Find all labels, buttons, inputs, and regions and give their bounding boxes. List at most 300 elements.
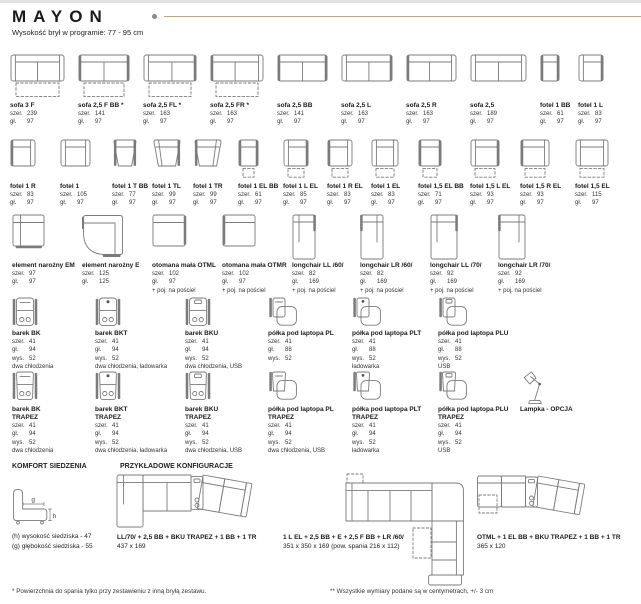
product-name: fotel 1,5 EL [575,183,610,190]
spec-value: 52 [112,355,119,362]
product-item [10,139,56,208]
product-name: otomana mała OTML [152,262,216,269]
spec-value: 105 [77,192,88,198]
product-spec [268,355,348,363]
spec-value: 52 [455,355,462,362]
spec-value: 52 [202,355,209,362]
spec-value: 88 [455,347,462,354]
product-spec [470,199,516,207]
spec-key: szer. [60,192,73,198]
product-spec [143,110,197,118]
product-name: sofa 2,5 FR * [210,102,250,109]
svg-text:h: h [52,513,57,520]
product-spec [292,278,356,286]
accent-line [164,16,641,17]
laptop-shelf-icon [352,371,434,406]
spec-key: szer. [283,192,296,198]
product-item [292,214,356,295]
spec-value: 97 [487,119,494,126]
spec-value: 61 [255,192,262,198]
product-spec [283,191,323,199]
product-spec [95,430,181,438]
product-spec [78,110,130,118]
sofa-top-view-icon [143,54,197,102]
config-label: OTML + 1 EL BB + BKU TRAPEZ + 1 BB + 1 TR [477,534,621,541]
product-spec [406,110,457,118]
product-item [341,54,393,127]
comfort-line-h: (h) wysokość siedziska - 47 [12,533,92,540]
spec-value: 169 [515,279,526,286]
spec-key: gł. [578,119,585,126]
top-bar [0,0,641,3]
sofa-top-view-icon [238,139,279,183]
spec-value: 169 [309,279,320,286]
spec-key: szer. [95,339,108,345]
product-name: fotel 1 L [578,102,603,109]
spec-value: 52 [202,439,209,446]
product-name: półka pod laptopa PL [268,330,334,337]
spec-key: wys. [12,355,24,362]
spec-value: 88 [285,347,292,354]
product-spec [185,355,264,363]
spec-key: gł. [12,279,19,286]
spec-value: 97 [388,200,395,207]
comfort-values [12,532,93,552]
spec-value: 102 [239,271,250,277]
spec-value: 97 [595,119,602,126]
spec-value: 97 [77,200,84,207]
product-spec [470,191,516,199]
spec-value: 94 [369,431,376,438]
product-spec [470,118,527,126]
product-name: barek BKT [95,330,128,337]
spec-key: wys. [438,439,450,446]
spec-value: 85 [300,192,307,198]
product-spec [438,346,518,354]
spec-value: 83 [27,192,34,198]
sofa-top-view-icon [540,54,565,102]
longchair-icon [292,214,356,262]
spec-key: gł. [10,200,17,207]
product-item [12,214,78,287]
product-name: fotel 1,5 R EL [520,183,562,190]
spec-value: 41 [29,423,36,429]
product-name: półka pod laptopa PLU [438,330,509,337]
product-name: longchair LR /60/ [360,262,413,269]
spec-key: szer. [360,271,373,277]
product-spec [438,355,518,363]
product-item [193,139,234,208]
product-note: dwa chłodzenia, ładowarka [95,364,168,371]
product-variant: TRAPEZ [352,414,378,421]
spec-value: 82 [309,271,316,277]
product-name: sofa 2,5 F BB * [78,102,124,109]
product-name: barek BK [12,330,41,337]
spec-value: 94 [202,431,209,438]
spec-key: gł. [520,200,527,207]
product-item [78,54,130,127]
sofa-top-view-icon [520,139,571,183]
spec-value: 92 [515,271,522,277]
footnote-1: * Powierzchnia do spania tylko przy zestawieniu z inną bryłą zestawu. [12,588,207,595]
product-note: USB [438,448,451,455]
product-item [470,139,516,208]
minibar-icon [185,297,264,330]
product-name: fotel 1,5 L EL [470,183,511,190]
longchair-icon [430,214,494,262]
product-spec [268,338,348,346]
product-spec [152,278,218,286]
spec-value: 41 [455,339,462,345]
spec-value: 41 [202,423,209,429]
spec-key: szer. [10,111,23,117]
spec-key: gł. [470,119,477,126]
spec-key: gł. [82,279,89,286]
spec-key: gł. [341,119,348,126]
spec-value: 125 [99,279,110,286]
product-spec [430,278,494,286]
spec-value: 52 [112,439,119,446]
spec-key: gł. [352,431,359,438]
spec-key: szer. [210,111,223,117]
spec-value: 41 [112,423,119,429]
spec-key: szer. [352,339,365,345]
spec-key: szer. [277,111,290,117]
laptop-shelf-icon [268,297,348,330]
sofa-top-view-icon [78,54,130,102]
spec-value: 115 [592,192,602,198]
spec-key: wys. [95,439,107,446]
product-spec [578,118,608,126]
product-spec [352,338,434,346]
spec-value: 41 [29,339,36,345]
spec-key: gł. [152,200,159,207]
product-spec [268,422,348,430]
product-note: dwa chłodzenia, USB [185,448,243,455]
spec-key: szer. [418,192,431,198]
spec-key: gł. [60,200,67,207]
product-row-trapez [12,371,590,456]
spec-value: 52 [369,355,376,362]
product-spec [95,439,181,447]
product-item [238,139,279,208]
spec-key: wys. [185,439,197,446]
spec-key: gł. [268,347,275,354]
product-item [360,214,426,295]
spec-key: szer. [268,339,281,345]
product-spec [12,439,91,447]
spec-key: gł. [210,119,217,126]
product-item [438,297,518,372]
spec-value: 94 [285,431,292,438]
product-name: fotel 1 EL [371,183,401,190]
product-item [143,54,197,127]
product-item [520,371,590,414]
spec-key: szer. [438,423,451,429]
product-row-corner-longchair [12,214,558,295]
product-row-armchairs [10,139,617,208]
product-name: barek BKU [185,330,219,337]
spec-key: gł. [438,431,445,438]
config-caption-1 [117,533,256,551]
product-spec [222,278,288,286]
product-spec [185,430,264,438]
spec-value: 52 [285,439,292,446]
product-item [406,54,457,127]
product-spec [283,199,323,207]
spec-value: 97 [435,200,442,207]
spec-value: 97 [344,200,351,207]
product-item [185,297,264,372]
spec-value: 163 [160,111,171,117]
product-name: fotel 1 T BB [112,183,149,190]
sofa-top-view-icon [10,139,56,183]
spec-value: 97 [358,119,365,126]
product-name: półka pod laptopa PLT [352,330,422,337]
spec-value: 52 [29,439,36,446]
product-spec [185,346,264,354]
spec-value: 92 [447,271,454,277]
spec-value: 163 [423,111,434,117]
spec-value: 97 [27,200,34,207]
spec-key: gł. [438,347,445,354]
product-spec [185,338,264,346]
spec-key: gł. [470,200,477,207]
product-note: + poj. na pościel [222,287,266,294]
product-spec [95,422,181,430]
product-spec [277,118,328,126]
product-name: półka pod laptopa PLU [438,406,509,413]
spec-value: 61 [557,111,564,117]
product-spec [352,346,434,354]
product-item [95,297,181,372]
product-item [470,54,527,127]
page-subtitle: Wysokość brył w programie: 77 - 95 cm [12,28,144,37]
spec-value: 189 [487,111,498,117]
sofa-top-view-icon [277,54,328,102]
product-spec [498,278,558,286]
spec-value: 94 [202,347,209,354]
product-spec [185,422,264,430]
spec-value: 97 [294,119,301,126]
product-spec [10,191,56,199]
product-spec [60,191,108,199]
spec-key: gł. [152,279,159,286]
footnote-2: ** Wszystkie wymiary podane są w centymetrach, +/- 3 cm [330,588,494,595]
product-item [352,371,434,456]
sofa-top-view-icon [283,139,323,183]
product-name: sofa 2,5 R [406,102,437,109]
spec-key: szer. [352,423,365,429]
spec-key: gł. [78,119,85,126]
product-variant: TRAPEZ [185,414,211,421]
minibar-icon [12,297,91,330]
product-item [10,54,65,127]
spec-value: 97 [29,279,36,286]
sofa-top-view-icon [60,139,108,183]
spec-value: 52 [455,439,462,446]
product-item [418,139,466,208]
spec-key: gł. [12,347,19,354]
product-spec [268,346,348,354]
spec-value: 94 [455,431,462,438]
spec-key: szer. [12,271,25,277]
product-spec [520,191,571,199]
config-dims: 365 x 120 [477,543,506,550]
spec-key: szer. [470,111,483,117]
spec-value: 77 [129,192,136,198]
spec-value: 83 [595,111,602,117]
spec-key: wys. [438,355,450,362]
product-item [371,139,414,208]
spec-value: 97 [29,271,36,277]
spec-value: 239 [27,111,38,117]
sofa-top-view-icon [152,139,189,183]
product-name: sofa 2,5 BB [277,102,313,109]
config-label: 1 L EL + 2,5 BB + E + 2,5 F BB + LR /60/ [283,534,404,541]
spec-key: szer. [498,271,511,277]
spec-key: szer. [406,111,419,117]
spec-key: szer. [268,423,281,429]
product-spec [498,270,558,278]
product-spec [352,355,434,363]
corner-element-icon [12,214,78,262]
product-spec [540,110,565,118]
spec-key: szer. [185,423,198,429]
product-name: Lampka - OPCJA [520,406,573,413]
product-name: sofa 2,5 [470,102,495,109]
minibar-icon [185,371,264,406]
product-name: fotel 1 R EL [327,183,363,190]
product-note: ładowarka [352,448,380,455]
product-name: fotel 1 EL BB [238,183,279,190]
product-spec [341,118,393,126]
spec-key: szer. [152,271,165,277]
spec-value: 97 [239,279,246,286]
config-caption-3 [477,533,621,551]
longchair-icon [498,214,558,262]
product-name: fotel 1 [60,183,80,190]
minibar-icon [12,371,91,406]
product-spec [143,118,197,126]
product-spec [60,199,108,207]
spec-key: szer. [520,192,533,198]
product-spec [575,191,617,199]
spec-key: szer. [578,111,591,117]
spec-value: 163 [227,111,238,117]
spec-key: wys. [352,439,364,446]
product-spec [418,191,466,199]
product-name: półka pod laptopa PL [268,406,334,413]
spec-value: 163 [358,111,369,117]
product-note: ładowarka [352,364,380,371]
laptop-shelf-icon [268,371,348,406]
product-spec [95,355,181,363]
product-name: fotel 1,5 EL BB [418,183,464,190]
product-spec [352,422,434,430]
config-diagram-1 [116,474,268,537]
spec-key: gł. [10,119,17,126]
product-spec [520,199,571,207]
spec-value: 41 [112,339,119,345]
ottoman-icon [222,214,288,262]
product-item [268,297,348,363]
spec-key: gł. [277,119,284,126]
spec-value: 141 [95,111,106,117]
product-item [575,139,617,208]
spec-value: 141 [294,111,305,117]
spec-value: 93 [487,192,494,198]
spec-key: gł. [540,119,547,126]
sofa-top-view-icon [575,139,617,183]
spec-key: szer. [238,192,251,198]
minibar-icon [95,371,181,406]
spec-value: 41 [369,339,376,345]
spec-key: wys. [352,355,364,362]
spec-key: szer. [78,111,91,117]
product-row-minibar-shelf [12,297,518,372]
spec-value: 99 [169,192,176,198]
product-name: fotel 1 R [10,183,36,190]
spec-key: szer. [341,111,354,117]
product-spec [438,430,516,438]
product-spec [292,270,356,278]
product-spec [470,110,527,118]
spec-key: szer. [12,423,25,429]
product-spec [438,338,518,346]
spec-value: 97 [592,200,599,207]
config-label: LL/70/ + 2,5 BB + BKU TRAPEZ + 1 BB + 1 TR [117,534,257,541]
spec-key: gł. [406,119,413,126]
product-spec [152,191,189,199]
product-item [578,54,608,127]
sofa-top-view-icon [341,54,393,102]
product-name: barek BKT [95,406,128,413]
spec-key: szer. [438,339,451,345]
product-spec [152,199,189,207]
configs-heading: PRZYKŁADOWE KONFIGURACJE [120,463,233,470]
sofa-top-view-icon [371,139,414,183]
spec-key: szer. [222,271,235,277]
product-spec [268,430,348,438]
spec-key: szer. [112,192,125,198]
spec-key: szer. [152,192,165,198]
spec-key: gł. [430,279,437,286]
product-spec [82,270,148,278]
product-spec [152,270,218,278]
spec-key: gł. [268,431,275,438]
spec-value: 41 [369,423,376,429]
product-name: longchair LR /70/ [498,262,551,269]
product-name: barek BK [12,406,41,413]
spec-key: gł. [95,431,102,438]
spec-value: 97 [169,200,176,207]
spec-key: wys. [185,355,197,362]
spec-key: gł. [12,431,19,438]
product-name: element narożny E [82,262,140,269]
svg-text:g: g [31,496,36,504]
spec-key: szer. [327,192,340,198]
product-spec [193,191,234,199]
product-note: dwa chłodzenia, USB [268,448,326,455]
product-spec [12,346,91,354]
product-spec [327,199,367,207]
product-item [152,139,189,208]
product-name: barek BKU [185,406,219,413]
spec-key: szer. [575,192,588,198]
spec-value: 97 [27,119,34,126]
product-note: + poj. na pościel [292,287,336,294]
